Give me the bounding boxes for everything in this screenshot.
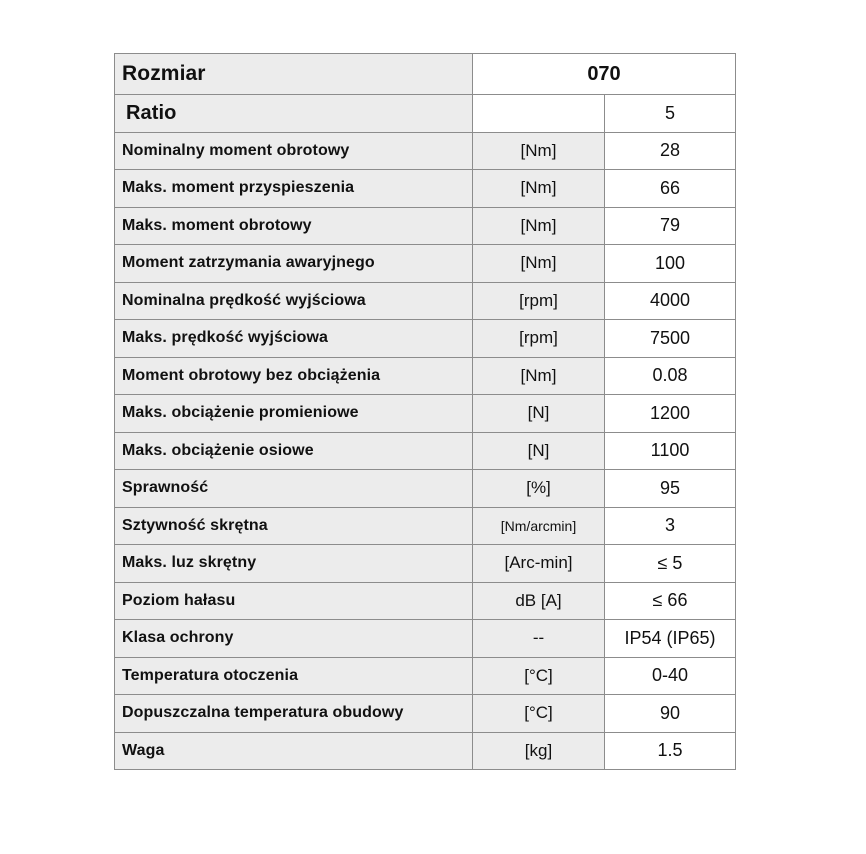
- spec-table: [114, 53, 736, 770]
- row-unit: [Arc-min]: [473, 545, 605, 583]
- row-label: Nominalna prędkość wyjściowa: [115, 282, 473, 320]
- row-unit: [kg]: [473, 732, 605, 770]
- row-unit: [Nm]: [473, 170, 605, 208]
- row-value: 1200: [605, 395, 736, 433]
- row-value: ≤ 66: [605, 582, 736, 620]
- table-row: [115, 282, 736, 320]
- row-label: Sprawność: [115, 470, 473, 508]
- row-value: 95: [605, 470, 736, 508]
- ratio-unit: [473, 95, 605, 133]
- row-value: 28: [605, 132, 736, 170]
- row-value: 100: [605, 245, 736, 283]
- row-value: 1.5: [605, 732, 736, 770]
- table-row: [115, 507, 736, 545]
- row-value: 0-40: [605, 657, 736, 695]
- row-value: 79: [605, 207, 736, 245]
- row-unit: [°C]: [473, 695, 605, 733]
- row-label: Maks. obciążenie osiowe: [115, 432, 473, 470]
- table-row: [115, 657, 736, 695]
- row-value: 1100: [605, 432, 736, 470]
- table-row: [115, 170, 736, 208]
- row-unit: [N]: [473, 432, 605, 470]
- row-unit: [Nm]: [473, 132, 605, 170]
- row-unit: [N]: [473, 395, 605, 433]
- row-label: Maks. prędkość wyjściowa: [115, 320, 473, 358]
- header-row: [115, 54, 736, 95]
- row-label: Maks. moment obrotowy: [115, 207, 473, 245]
- row-value: 0.08: [605, 357, 736, 395]
- table-row: [115, 320, 736, 358]
- table-row: [115, 245, 736, 283]
- row-value: 3: [605, 507, 736, 545]
- row-unit: [Nm/arcmin]: [473, 507, 605, 545]
- table-row: [115, 432, 736, 470]
- row-unit: [Nm]: [473, 357, 605, 395]
- row-unit: --: [473, 620, 605, 658]
- table-row: [115, 732, 736, 770]
- row-unit: [%]: [473, 470, 605, 508]
- row-label: Temperatura otoczenia: [115, 657, 473, 695]
- row-value: 4000: [605, 282, 736, 320]
- size-value: 070: [473, 54, 736, 95]
- row-value: IP54 (IP65): [605, 620, 736, 658]
- size-label: Rozmiar: [115, 54, 473, 95]
- table-row: [115, 695, 736, 733]
- table-row: [115, 470, 736, 508]
- row-label: Poziom hałasu: [115, 582, 473, 620]
- row-label: Maks. luz skrętny: [115, 545, 473, 583]
- row-label: Moment zatrzymania awaryjnego: [115, 245, 473, 283]
- row-unit: [rpm]: [473, 320, 605, 358]
- table-row: [115, 132, 736, 170]
- row-label: Waga: [115, 732, 473, 770]
- row-label: Nominalny moment obrotowy: [115, 132, 473, 170]
- ratio-label: Ratio: [115, 95, 473, 133]
- row-unit: [Nm]: [473, 207, 605, 245]
- row-unit: dB [A]: [473, 582, 605, 620]
- row-unit: [Nm]: [473, 245, 605, 283]
- row-unit: [°C]: [473, 657, 605, 695]
- table-row: [115, 357, 736, 395]
- row-label: Sztywność skrętna: [115, 507, 473, 545]
- row-label: Moment obrotowy bez obciążenia: [115, 357, 473, 395]
- ratio-value: 5: [605, 95, 736, 133]
- row-label: Maks. obciążenie promieniowe: [115, 395, 473, 433]
- row-value: ≤ 5: [605, 545, 736, 583]
- row-value: 90: [605, 695, 736, 733]
- table-row: [115, 395, 736, 433]
- table-row: [115, 545, 736, 583]
- row-label: Maks. moment przyspieszenia: [115, 170, 473, 208]
- ratio-row: [115, 95, 736, 133]
- row-label: Klasa ochrony: [115, 620, 473, 658]
- row-value: 7500: [605, 320, 736, 358]
- table-row: [115, 620, 736, 658]
- table-row: [115, 207, 736, 245]
- row-label: Dopuszczalna temperatura obudowy: [115, 695, 473, 733]
- row-value: 66: [605, 170, 736, 208]
- table-row: [115, 582, 736, 620]
- row-unit: [rpm]: [473, 282, 605, 320]
